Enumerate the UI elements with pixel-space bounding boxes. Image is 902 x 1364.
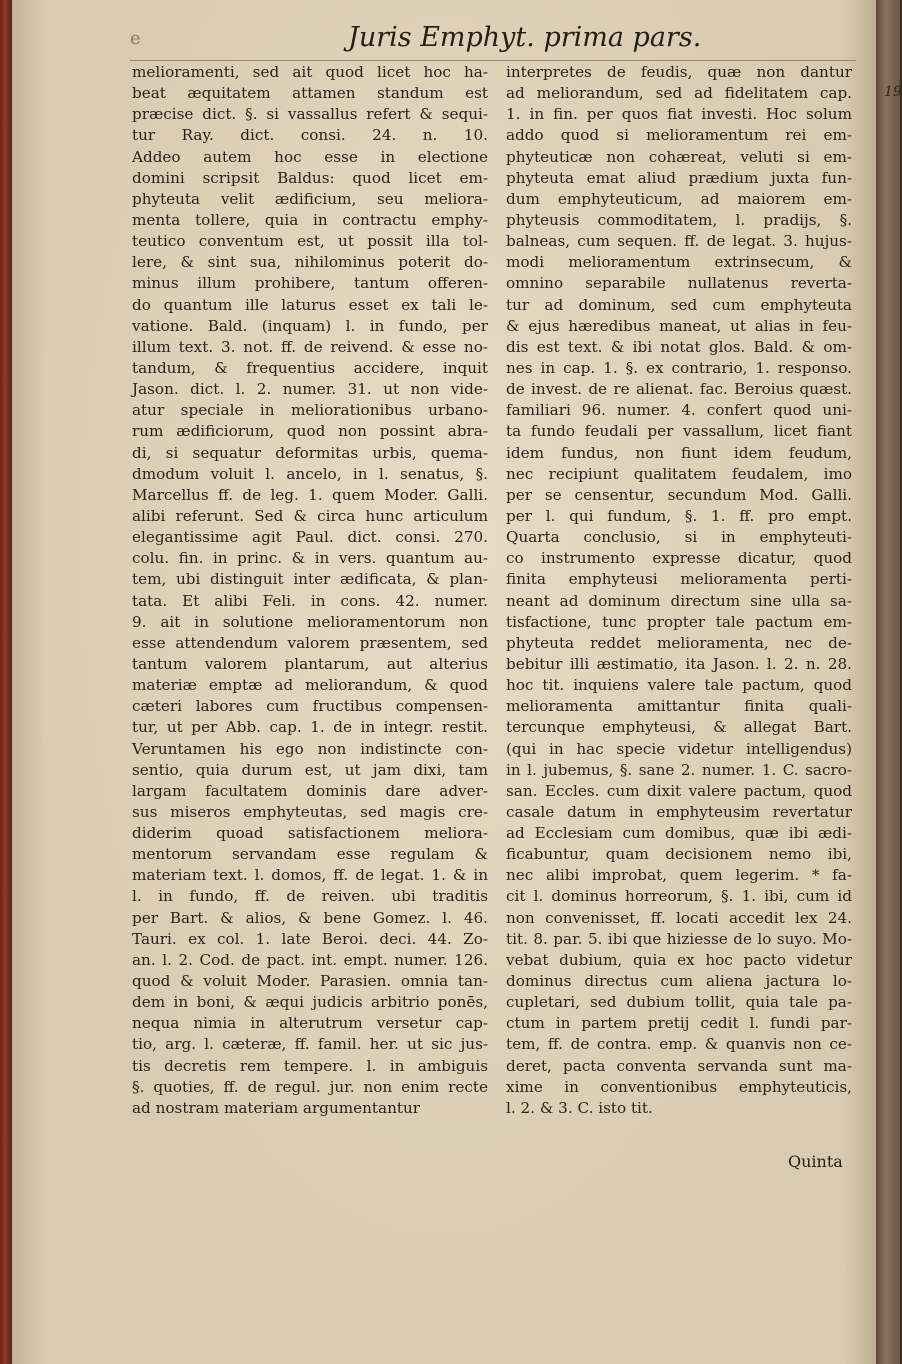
text-line: melioramenti, sed ait quod licet hoc ha-	[132, 63, 488, 81]
text-line: interpretes de feudis, quæ non dantur	[506, 63, 852, 81]
text-line: minus illum prohibere, tantum offeren-	[132, 274, 488, 293]
text-line: largam facultatem dominis dare adver-	[132, 781, 488, 800]
text-line: nec alibi improbat, quem legerim. * fa-	[506, 866, 852, 885]
text-line: neant ad dominum directum sine ulla sa-	[506, 591, 852, 610]
text-line: tit. 8. par. 5. ibi que hiziesse de lo suyo. Mo-	[506, 929, 852, 948]
text-line: l. in fundo, ff. de reiven. ubi traditis	[132, 887, 488, 906]
text-line: Addeo autem hoc esse in electione	[132, 147, 488, 166]
text-line: menta tollere, quia in contractu emphy-	[132, 210, 488, 229]
text-line: hoc tit. inquiens valere tale pactum, quod	[506, 676, 852, 695]
text-line: rum ædificiorum, quod non possint abra-	[132, 422, 488, 441]
text-line: esse attendendum valorem præsentem, sed	[132, 633, 488, 652]
text-line: tercunque emphyteusi, & allegat Bart.	[506, 718, 852, 737]
text-line: ta fundo feudali per vassallum, licet fiant	[506, 422, 852, 441]
text-line: tio, arg. l. cæteræ, ff. famil. her. ut sic jus-	[132, 1035, 488, 1054]
text-line: tis decretis rem tempere. l. in ambiguis	[132, 1056, 488, 1075]
text-line: cit l. dominus horreorum, §. 1. ibi, cum id	[506, 887, 852, 906]
text-line: tisfactione, tunc propter tale pactum em-	[506, 612, 852, 631]
text-line: Veruntamen his ego non indistincte con-	[132, 739, 488, 758]
text-line: teutico conventum est, ut possit illa tol-	[132, 232, 488, 251]
text-line: nec recipiunt qualitatem feudalem, imo	[506, 464, 852, 483]
right-page-edge	[876, 0, 900, 1364]
text-line: 1. in fin. per quos fiat investi. Hoc solum	[506, 105, 852, 124]
text-line: l. 2. & 3. C. isto tit.	[506, 1098, 653, 1117]
left-column	[132, 62, 488, 1119]
text-line: quod & voluit Moder. Parasien. omnia tan-	[132, 972, 488, 991]
text-line: modi melioramentum extrinsecum, &	[506, 253, 852, 272]
text-line: dis est text. & ibi notat glos. Bald. & om-	[506, 337, 852, 356]
text-line: in l. jubemus, §. sane 2. numer. 1. C. sacro-	[506, 760, 852, 779]
text-line: ad meliorandum, sed ad fidelitatem cap.	[506, 84, 852, 103]
header-mark: e	[130, 28, 141, 49]
text-line: diderim quoad satisfactionem meliora-	[132, 824, 488, 843]
text-line: de invest. de re alienat. fac. Beroius quæst.	[506, 380, 852, 399]
text-line: tur Ray. dict. consi. 24. n. 10.	[132, 126, 488, 145]
text-line: addo quod si melioramentum rei em-	[506, 126, 852, 145]
text-line: elegantissime agit Paul. dict. consi. 270.	[132, 528, 488, 547]
text-line: colu. fin. in princ. & in vers. quantum au-	[132, 549, 488, 568]
catchword: Quinta	[788, 1152, 843, 1171]
text-line: 9. ait in solutione melioramentorum non	[132, 612, 488, 631]
text-line: vebat dubium, quia ex hoc pacto videtur	[506, 950, 852, 969]
text-line: atur speciale in meliorationibus urbano-	[132, 401, 488, 420]
text-line: mentorum servandam esse regulam &	[132, 845, 488, 864]
text-line: Tauri. ex col. 1. late Beroi. deci. 44. Zo-	[132, 929, 488, 948]
text-line: phyteusis commoditatem, l. pradijs, §.	[506, 210, 852, 229]
text-line: tur ad dominum, sed cum emphyteuta	[506, 295, 852, 314]
text-line: §. quoties, ff. de regul. jur. non enim recte	[132, 1077, 488, 1096]
text-line: melioramenta amittantur finita quali-	[506, 697, 852, 716]
header-rule	[130, 60, 856, 61]
text-line: phyteuta velit ædificium, seu meliora-	[132, 189, 488, 208]
text-line: nes in cap. 1. §. ex contrario, 1. responso.	[506, 358, 852, 377]
text-line: lere, & sint sua, nihilominus poterit do-	[132, 253, 488, 272]
text-line: dem in boni, & æqui judicis arbitrio ponēs,	[132, 993, 488, 1012]
text-line: præcise dict. §. si vassallus refert & sequi-	[132, 105, 488, 124]
text-line: finita emphyteusi melioramenta perti-	[506, 570, 852, 589]
text-line: per se censentur, secundum Mod. Galli.	[506, 485, 852, 504]
text-line: materiæ emptæ ad meliorandum, & quod	[132, 676, 488, 695]
text-line: san. Eccles. cum dixit valere pactum, quod	[506, 781, 852, 800]
text-line: bebitur illi æstimatio, ita Jason. l. 2. n. 28.	[506, 654, 852, 673]
text-line: xime in conventionibus emphyteuticis,	[506, 1077, 852, 1096]
text-line: sentio, quia durum est, ut jam dixi, tam	[132, 760, 488, 779]
text-line: tur, ut per Abb. cap. 1. de in integr. restit.	[132, 718, 488, 737]
text-line: sus miseros emphyteutas, sed magis cre-	[132, 802, 488, 821]
text-line: do quantum ille laturus esset ex tali le-	[132, 295, 488, 314]
text-line: Jason. dict. l. 2. numer. 31. ut non vide-	[132, 380, 488, 399]
text-line: idem fundus, non fiunt idem feudum,	[506, 443, 852, 462]
text-line: ad nostram materiam argumentantur	[132, 1098, 420, 1117]
text-line: Quarta conclusio, si in emphyteuti-	[506, 528, 852, 547]
text-line: & ejus hæredibus maneat, ut alias in feu-	[506, 316, 852, 335]
text-line: balneas, cum sequen. ff. de legat. 3. hujus-	[506, 232, 852, 251]
text-line: phyteuta emat aliud prædium juxta fun-	[506, 168, 852, 187]
left-page-edge	[0, 0, 12, 1364]
text-line: phyteuticæ non cohæreat, veluti si em-	[506, 147, 852, 166]
text-line: omnino separabile nullatenus reverta-	[506, 274, 852, 293]
text-line: ad Ecclesiam cum domibus, quæ ibi ædi-	[506, 824, 852, 843]
text-line: alibi referunt. Sed & circa hunc articulum	[132, 506, 488, 525]
text-line: per Bart. & alios, & bene Gomez. l. 46.	[132, 908, 488, 927]
text-line: vatione. Bald. (inquam) l. in fundo, per	[132, 316, 488, 335]
text-line: co instrumento expresse dicatur, quod	[506, 549, 852, 568]
text-line: ficabuntur, quam decisionem nemo ibi,	[506, 845, 852, 864]
text-line: phyteuta reddet melioramenta, nec de-	[506, 633, 852, 652]
text-line: dmodum voluit l. ancelo, in l. senatus, §.	[132, 464, 488, 483]
text-line: di, si sequatur deformitas urbis, quema-	[132, 443, 488, 462]
text-line: per l. qui fundum, §. 1. ff. pro empt.	[506, 506, 852, 525]
text-line: tandum, & frequentius accidere, inquit	[132, 358, 488, 377]
text-line: nequa nimia in alterutrum versetur cap-	[132, 1014, 488, 1033]
text-line: casale datum in emphyteusim revertatur	[506, 802, 852, 821]
text-line: deret, pacta conventa servanda sunt ma-	[506, 1056, 852, 1075]
right-column	[506, 62, 852, 1119]
text-line: tem, ff. de contra. emp. & quanvis non ce-	[506, 1035, 852, 1054]
text-line: Marcellus ff. de leg. 1. quem Moder. Galli.	[132, 485, 488, 504]
text-line: (qui in hac specie videtur intelligendus)	[506, 739, 852, 758]
text-line: cupletari, sed dubium tollit, quia tale pa-	[506, 993, 852, 1012]
text-line: tata. Et alibi Feli. in cons. 42. numer.	[132, 591, 488, 610]
text-line: dum emphyteuticum, ad maiorem em-	[506, 189, 852, 208]
text-line: familiari 96. numer. 4. confert quod uni-	[506, 401, 852, 420]
text-line: illum text. 3. not. ff. de reivend. & esse no-	[132, 337, 488, 356]
text-line: cæteri labores cum fructibus compensen-	[132, 697, 488, 716]
next-page-number: 19	[884, 84, 902, 100]
text-line: domini scripsit Baldus: quod licet em-	[132, 168, 488, 187]
text-line: dominus directus cum aliena jactura lo-	[506, 972, 852, 991]
running-title: Juris Emphyt. prima pars.	[348, 22, 702, 53]
text-line: tem, ubi distinguit inter ædificata, & plan-	[132, 570, 488, 589]
text-line: beat æquitatem attamen standum est	[132, 84, 488, 103]
text-line: ctum in partem pretij cedit l. fundi par-	[506, 1014, 852, 1033]
text-line: an. l. 2. Cod. de pact. int. empt. numer. 126.	[132, 950, 488, 969]
text-line: non convenisset, ff. locati accedit lex 24.	[506, 908, 852, 927]
text-line: tantum valorem plantarum, aut alterius	[132, 654, 488, 673]
text-line: materiam text. l. domos, ff. de legat. 1. & in	[132, 866, 488, 885]
